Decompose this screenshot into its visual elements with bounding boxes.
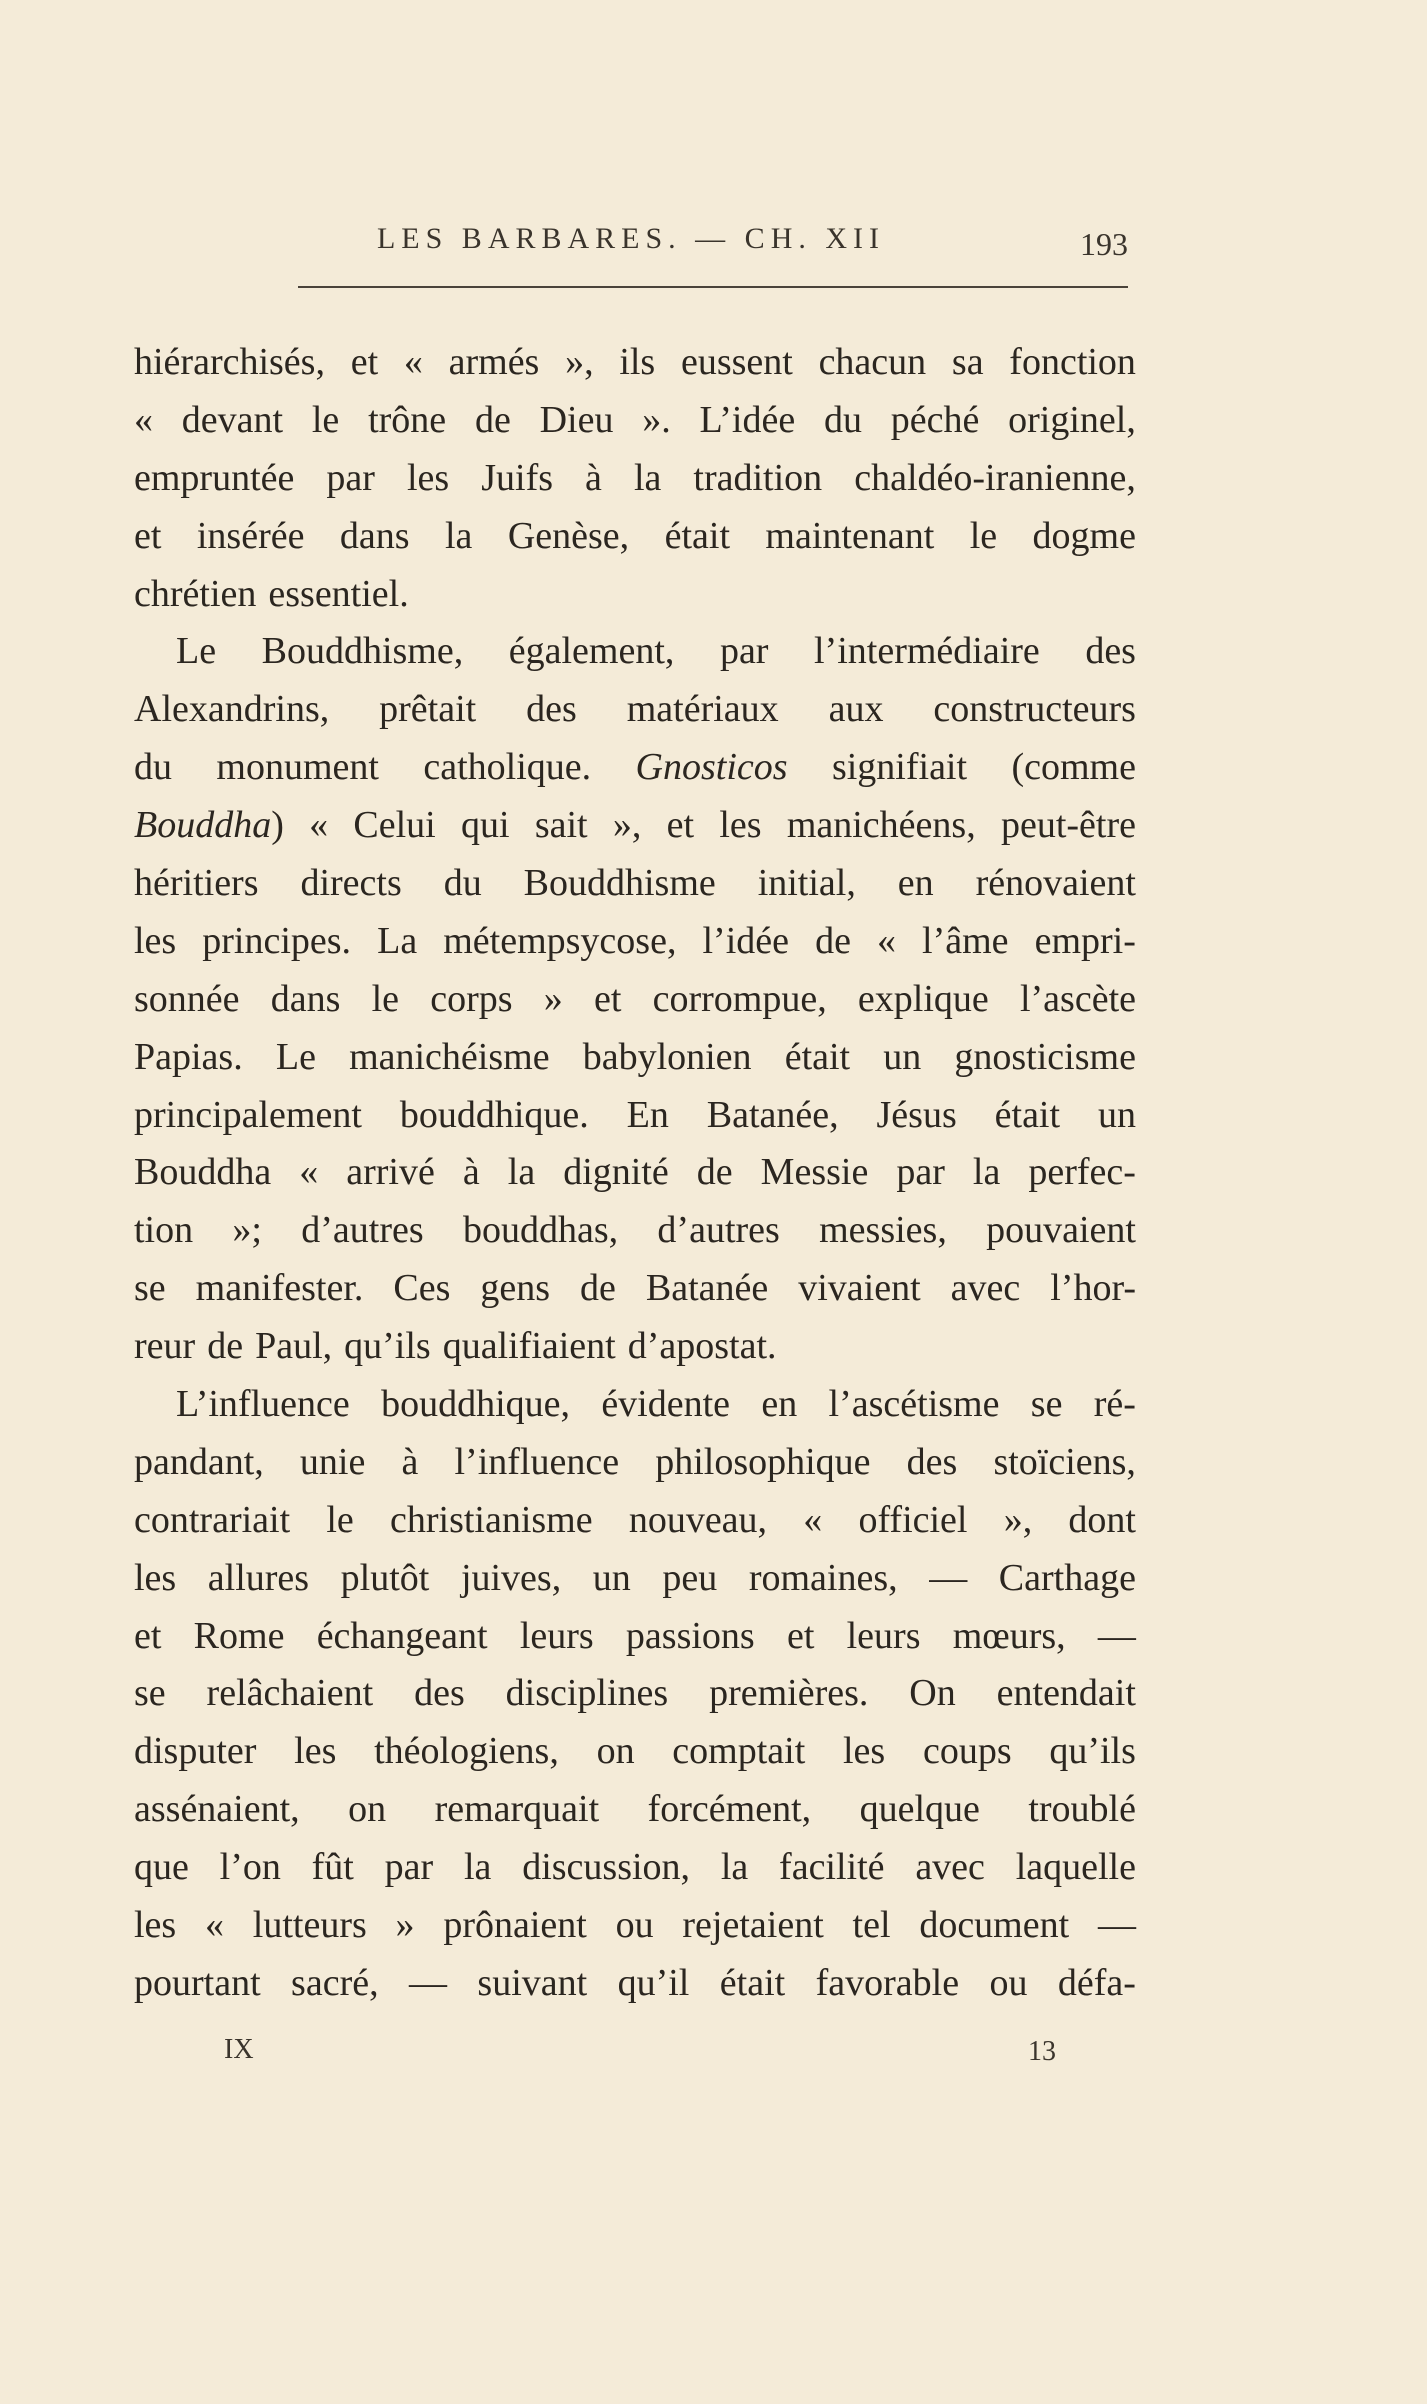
word: premières. <box>709 1672 869 1715</box>
word: L’idée <box>699 398 796 441</box>
text-line <box>134 398 1136 456</box>
text-line <box>134 1961 1136 2019</box>
word: ils <box>619 341 656 383</box>
word: bouddhique. <box>399 1093 589 1136</box>
word: gnosticisme <box>954 1035 1136 1078</box>
word: était <box>994 1093 1061 1136</box>
word: disciplines <box>505 1672 669 1715</box>
text-line <box>134 1671 1136 1729</box>
word: originel, <box>1008 398 1136 441</box>
word: pandant, <box>134 1440 264 1483</box>
word: — <box>929 1556 968 1599</box>
word: également, <box>508 630 675 673</box>
word: Ces <box>393 1267 451 1310</box>
word: du <box>823 398 862 441</box>
word: dans <box>270 977 341 1020</box>
word: « <box>134 398 153 441</box>
word: à <box>462 1151 480 1194</box>
word: qui <box>461 804 510 847</box>
word: du <box>443 862 482 905</box>
word: stoïciens, <box>993 1440 1136 1483</box>
word: les <box>134 1904 177 1947</box>
word: comptait <box>672 1730 806 1773</box>
word: les <box>134 1556 177 1599</box>
word: Jésus <box>876 1093 957 1136</box>
word: nouveau, <box>628 1498 768 1541</box>
word: matériaux <box>626 688 779 731</box>
word: des <box>906 1440 958 1483</box>
signature-mark: IX <box>224 2034 254 2065</box>
word: Bouddha) <box>134 804 284 847</box>
word: qualifiaient <box>442 1325 616 1368</box>
word: Dieu <box>539 398 614 441</box>
word: la <box>972 1151 1001 1194</box>
word: corps <box>430 977 513 1020</box>
word: suivant <box>477 1961 588 2004</box>
word: laquelle <box>1015 1846 1136 1889</box>
text-line <box>134 687 1136 745</box>
text-line <box>134 1035 1136 1093</box>
word: le <box>326 1498 354 1541</box>
word: coups <box>922 1730 1012 1773</box>
word: pourtant <box>134 1961 261 2004</box>
word: était <box>784 1035 851 1078</box>
text-line <box>134 1498 1136 1556</box>
word: constructeurs <box>933 688 1136 731</box>
word: L’influence <box>176 1383 350 1426</box>
text-line <box>134 1208 1136 1266</box>
word: « <box>299 1151 319 1194</box>
word: catholique. <box>423 746 592 789</box>
word: et <box>786 1614 815 1657</box>
word: entendait <box>996 1672 1136 1715</box>
word: et <box>134 514 162 557</box>
word: explique <box>857 977 989 1020</box>
word: Bouddhisme, <box>261 630 464 673</box>
word: initial, <box>757 862 856 905</box>
word: facilité <box>779 1846 885 1889</box>
word: quelque <box>859 1788 980 1831</box>
word: vivaient <box>798 1267 921 1310</box>
word: qu’il <box>617 1961 690 2004</box>
word: à <box>585 456 602 499</box>
word: ». <box>642 398 671 441</box>
word: assénaient, <box>134 1788 300 1831</box>
word: « <box>803 1498 823 1541</box>
word: signifiait <box>831 746 968 789</box>
text-line <box>134 1093 1136 1151</box>
word: par <box>326 456 375 499</box>
word: devant <box>181 398 284 441</box>
word: perfec- <box>1028 1151 1136 1194</box>
word: christianisme <box>389 1498 593 1541</box>
text-line <box>134 572 1136 630</box>
word: de <box>696 1151 733 1194</box>
word: manichéens, <box>786 804 976 847</box>
word: sacré, <box>291 1961 379 2004</box>
word: peut-être <box>1000 804 1136 847</box>
word: était <box>719 1961 786 2004</box>
word: défa- <box>1057 1961 1136 2004</box>
word: ré- <box>1093 1383 1136 1426</box>
word: unie <box>299 1440 366 1483</box>
word: empri- <box>1034 919 1136 962</box>
word: » <box>395 1904 415 1947</box>
word: armés <box>448 341 540 383</box>
word: chrétien <box>134 572 257 615</box>
word: chaldéo-iranienne, <box>854 456 1136 499</box>
word: péché <box>890 398 980 441</box>
header-rule <box>298 286 1128 288</box>
word: les <box>294 1730 337 1773</box>
word: évidente <box>601 1383 731 1426</box>
word: insérée <box>196 514 305 557</box>
word: », <box>612 804 642 847</box>
word: rénovaient <box>975 862 1136 905</box>
word: avec <box>950 1267 1021 1310</box>
word: échangeant <box>316 1614 488 1657</box>
word: tion <box>134 1209 194 1252</box>
text-line <box>134 745 1136 803</box>
italic-word: Gnosticos <box>635 746 788 789</box>
page-header <box>134 208 1128 268</box>
word: principes. <box>202 919 352 962</box>
text-line <box>134 1903 1136 1961</box>
word: bouddhique, <box>381 1383 570 1426</box>
word: la <box>463 1846 492 1889</box>
word: était <box>664 514 730 557</box>
text-line <box>134 1787 1136 1845</box>
word: Le <box>176 630 217 673</box>
word: Batanée, <box>706 1093 839 1136</box>
word: Papias. <box>134 1035 243 1078</box>
word: l’hor- <box>1050 1267 1136 1310</box>
word: les <box>134 919 177 962</box>
word: arrivé <box>346 1151 435 1194</box>
word: dignité <box>563 1151 669 1194</box>
word: « <box>403 341 423 383</box>
word: Rome <box>193 1614 285 1657</box>
word: — <box>1097 1614 1136 1657</box>
word: le <box>969 514 998 557</box>
signature-number: 13 <box>1028 2036 1056 2067</box>
word: « <box>309 804 329 847</box>
word: qu’ils <box>344 1325 431 1368</box>
word: tel <box>852 1904 891 1947</box>
word: mœurs, <box>952 1614 1066 1657</box>
word: d’autres <box>657 1209 780 1252</box>
word: rejetaient <box>682 1904 824 1947</box>
word <box>636 745 788 789</box>
word: qu’ils <box>1049 1730 1136 1773</box>
text-line <box>134 1440 1136 1498</box>
word: Batanée <box>645 1267 769 1310</box>
word: prônaient <box>443 1904 587 1947</box>
word: discussion, <box>522 1846 691 1889</box>
word: Celui <box>353 804 436 847</box>
word: un <box>592 1556 631 1599</box>
word: du <box>134 746 172 789</box>
text-line <box>134 1266 1136 1324</box>
word: l’intermédiaire <box>814 630 1040 673</box>
word: Bouddhisme <box>523 862 716 905</box>
word: des <box>526 688 577 731</box>
word: remarquait <box>434 1788 600 1831</box>
word: les <box>843 1730 886 1773</box>
body-text <box>134 340 1136 2019</box>
word: par <box>719 630 769 673</box>
word: trône <box>368 398 447 441</box>
word: et <box>350 341 379 383</box>
text-line <box>134 514 1136 572</box>
word: Carthage <box>998 1556 1136 1599</box>
word: dogme <box>1032 514 1136 557</box>
text-line <box>134 861 1136 919</box>
word: pouvaient <box>986 1209 1136 1252</box>
word: les <box>406 456 450 499</box>
word: »; <box>232 1209 262 1252</box>
word: la <box>633 456 662 499</box>
text-line <box>134 1845 1136 1903</box>
word: gens <box>480 1267 551 1310</box>
text-line <box>134 1729 1136 1787</box>
word: babylonien <box>582 1035 752 1078</box>
word: Bouddha <box>134 1151 272 1194</box>
word: la <box>507 1151 536 1194</box>
word: métempsycose, <box>443 919 677 962</box>
word: hiérarchisés, <box>134 341 325 383</box>
word: corrompue, <box>652 977 827 1020</box>
page-number: 193 <box>1080 226 1128 262</box>
word: juives, <box>460 1556 562 1599</box>
word: « <box>876 919 896 962</box>
word: le <box>311 398 340 441</box>
word: par <box>384 1846 434 1889</box>
word: en <box>897 862 934 905</box>
word: On <box>909 1672 956 1715</box>
word: tradition <box>693 456 823 499</box>
word: « <box>205 1904 224 1947</box>
word: relâchaient <box>206 1672 374 1715</box>
word: eussent <box>680 341 793 383</box>
word: romaines, <box>748 1556 898 1599</box>
text-line <box>134 803 1136 861</box>
word: peu <box>662 1556 718 1599</box>
word: contrariait <box>134 1498 291 1541</box>
word: chacun <box>818 341 927 383</box>
word: », <box>565 341 594 383</box>
word: reur <box>134 1325 196 1368</box>
word: troublé <box>1028 1788 1136 1831</box>
word: l’âme <box>922 919 1009 962</box>
word: empruntée <box>134 456 295 499</box>
word: plutôt <box>340 1556 430 1599</box>
word: la <box>720 1846 749 1889</box>
word: théologiens, <box>374 1730 559 1773</box>
word: essentiel. <box>268 572 409 615</box>
text-line <box>134 1324 1136 1382</box>
word: en <box>761 1383 798 1426</box>
text-line <box>134 340 1136 398</box>
italic-word: Bouddha <box>134 804 272 847</box>
word: messies, <box>819 1209 947 1252</box>
word: officiel <box>858 1498 968 1541</box>
word: document <box>919 1904 1070 1947</box>
word: principalement <box>134 1093 362 1136</box>
word: de <box>474 398 511 441</box>
word: dont <box>1068 1498 1136 1541</box>
word: leurs <box>519 1614 594 1657</box>
word: lutteurs <box>252 1904 367 1947</box>
text-line <box>134 1150 1136 1208</box>
text-line <box>134 919 1136 977</box>
word: le <box>371 977 400 1020</box>
word: de <box>815 919 851 962</box>
text-line <box>134 1382 1136 1440</box>
word: » <box>543 977 563 1020</box>
text-line <box>134 977 1136 1035</box>
word: Messie <box>760 1151 869 1194</box>
word: En <box>626 1093 669 1136</box>
word: Juifs <box>481 456 554 499</box>
text-line <box>134 629 1136 687</box>
word: un <box>883 1035 922 1078</box>
word: et <box>134 1614 162 1657</box>
word: maintenant <box>765 514 935 557</box>
word: », <box>1003 1498 1033 1541</box>
word: Genèse, <box>507 514 630 557</box>
word: et <box>666 804 695 847</box>
word: l’influence <box>454 1440 620 1483</box>
word: Paul, <box>255 1325 333 1368</box>
word: de <box>207 1325 244 1368</box>
word: et <box>593 977 622 1020</box>
text-line <box>134 456 1136 514</box>
word: sait <box>534 804 588 847</box>
running-head: LES BARBARES. — CH. XII <box>376 222 886 255</box>
word: l’ascète <box>1019 977 1136 1020</box>
word: de <box>580 1267 616 1310</box>
word: d’autres <box>301 1209 424 1252</box>
word: disputer <box>134 1730 257 1773</box>
word: Alexandrins, <box>134 688 330 731</box>
word: (comme <box>1011 746 1136 789</box>
word: monument <box>216 746 379 789</box>
word: d’apostat. <box>627 1325 777 1368</box>
text-line <box>134 1614 1136 1672</box>
word: avec <box>915 1846 985 1889</box>
word: ou <box>989 1961 1028 2004</box>
word: manifester. <box>195 1267 364 1310</box>
word: un <box>1097 1093 1136 1136</box>
word: prêtait <box>379 688 477 731</box>
word: La <box>377 919 418 962</box>
word: la <box>444 514 473 557</box>
text-line <box>134 1556 1136 1614</box>
word: directs <box>300 862 402 905</box>
word: l’idée <box>702 919 790 962</box>
word: se <box>1030 1383 1063 1426</box>
word: ou <box>615 1904 654 1947</box>
word: on <box>348 1788 387 1831</box>
word: philosophique <box>655 1440 871 1483</box>
word: leurs <box>846 1614 921 1657</box>
word: on <box>596 1730 635 1773</box>
word: des <box>1085 630 1136 673</box>
word: bouddhas, <box>462 1209 619 1252</box>
word: Le <box>275 1035 316 1078</box>
word: — <box>409 1961 447 2004</box>
word: se <box>134 1672 166 1715</box>
word: à <box>401 1440 419 1483</box>
word: se <box>134 1267 166 1310</box>
word: l’on <box>219 1846 281 1889</box>
word: sa <box>951 341 984 383</box>
word: dans <box>339 514 410 557</box>
word: aux <box>828 688 884 731</box>
word: par <box>896 1151 945 1194</box>
word: allures <box>207 1556 310 1599</box>
word: les <box>719 804 762 847</box>
word: fût <box>311 1846 354 1889</box>
word: forcément, <box>647 1788 812 1831</box>
word: favorable <box>815 1961 960 2004</box>
word: fonction <box>1009 341 1136 383</box>
word: passions <box>625 1614 755 1657</box>
page-footer <box>134 2034 1128 2084</box>
word: — <box>1097 1904 1136 1947</box>
word: sonnée <box>134 977 240 1020</box>
word: que <box>134 1846 189 1889</box>
word: l’ascétisme <box>828 1383 1000 1426</box>
word: des <box>414 1672 465 1715</box>
word: manichéisme <box>349 1035 550 1078</box>
word: héritiers <box>134 862 259 905</box>
